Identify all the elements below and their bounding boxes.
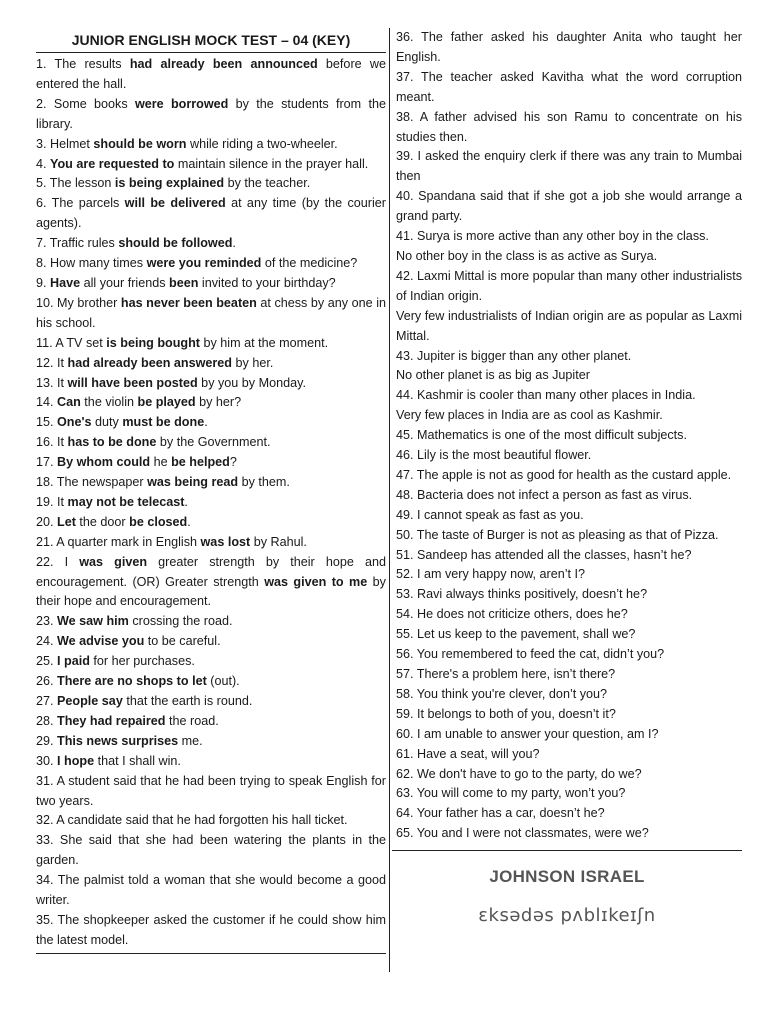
answer-text: 29. (36, 733, 58, 748)
answer-text: 16. It (36, 435, 68, 450)
answer-item: 43. Jupiter is bigger than any other planet. (396, 348, 632, 363)
answer-text: 7. Traffic rules (36, 236, 119, 251)
answer-text: 20. (36, 514, 58, 529)
answer-item (36, 772, 386, 812)
answer-item (36, 911, 386, 951)
answer-text: 31. A student said that he had been trying to speak English for two years. (36, 773, 386, 808)
answer-item (36, 194, 386, 234)
answer-key-phrase: I paid (57, 654, 90, 669)
answer-key-phrase: will have been posted (67, 375, 198, 390)
answer-key-phrase: had already been answered (67, 355, 233, 370)
answer-key-phrase: were borrowed (134, 96, 229, 111)
answer-text: 10. My brother (36, 295, 121, 310)
answer-key-phrase: We advise you (57, 634, 145, 649)
answer-item: 60. I am unable to answer your question, am I? (396, 726, 659, 741)
answer-item (36, 413, 386, 433)
answer-key-phrase: be helped (171, 455, 230, 470)
answer-item (36, 254, 386, 274)
answer-item: 47. The apple is not as good for health as the custard apple. (396, 467, 732, 482)
answer-text: 18. The newspaper (36, 475, 148, 490)
answer-key-phrase: Let (57, 514, 76, 529)
answer-item (36, 692, 386, 712)
answer-item: 58. You think you're clever, don’t you? (396, 686, 608, 701)
answer-text: by their hope and encouragement. (36, 574, 386, 609)
answer-item (36, 354, 386, 374)
answer-item: 57. There's a problem here, isn’t there? (396, 667, 616, 681)
answer-key-phrase: People say (57, 694, 123, 708)
answer-text: for her purchases. (89, 654, 195, 669)
answer-text: 21. A quarter mark in English (36, 534, 201, 549)
answer-item (36, 732, 386, 752)
answer-item: 65. You and I were not classmates, were we? (396, 826, 649, 841)
answer-text: 23. (36, 614, 58, 629)
answer-text: greater strength by their hope and encouragement. (OR) Greater strength (36, 554, 386, 589)
answer-text: before we entered the hall. (36, 57, 386, 91)
answer-item: 42. Laxmi Mittal is more popular than many other industrialists of Indian origin. (396, 268, 742, 303)
answer-item: No other planet is as big as Jupiter (396, 368, 590, 383)
answer-text: by her. (232, 355, 274, 370)
answer-item: 50. The taste of Burger is not as pleasing as that of Pizza. (396, 527, 719, 542)
answer-item: 59. It belongs to both of you, doesn’t it? (396, 706, 616, 721)
answer-item (36, 55, 386, 95)
answer-key-phrase: is being explained (114, 176, 225, 191)
answer-item (36, 95, 386, 135)
answer-item (36, 871, 386, 911)
answer-text: 11. A TV set (36, 335, 107, 350)
answer-item (36, 831, 386, 871)
answer-text: 30. (36, 753, 58, 768)
answer-text: by them. (238, 475, 290, 490)
answer-text: 17. (36, 455, 58, 470)
answer-text: 35. The shopkeeper asked the customer if he could show him the latest model. (36, 912, 386, 947)
answer-text: 34. The palmist told a woman that she would become a good writer. (36, 873, 386, 908)
answer-text: by Rahul. (250, 534, 307, 549)
answer-item: 56. You remembered to feed the cat, didn’t you? (396, 647, 665, 662)
answer-key-phrase: I hope (57, 753, 95, 768)
column-divider (389, 28, 390, 972)
answer-key-phrase: may not be telecast (67, 494, 185, 509)
left-column-end-rule (36, 953, 386, 954)
left-answer-list (36, 55, 386, 951)
answer-text: 9. (36, 275, 51, 290)
answer-item (36, 513, 386, 533)
answer-item: 55. Let us keep to the pavement, shall we? (396, 627, 636, 642)
answer-text: the door (75, 514, 130, 529)
answer-key-phrase: had already been announced (129, 57, 318, 71)
answer-text: by her? (195, 395, 242, 410)
answer-item: Very few industrialists of Indian origin are as popular as Laxmi Mittal. (396, 308, 742, 343)
answer-text: 26. (36, 674, 58, 689)
answer-item: 52. I am very happy now, aren’t I? (396, 567, 586, 582)
answer-item (36, 473, 386, 493)
answer-text: 12. It (36, 355, 68, 370)
answer-key-phrase: was being read (147, 475, 239, 490)
answer-text: 22. I (36, 554, 80, 569)
answer-item: 39. I asked the enquiry clerk if there was any train to Mumbai then (396, 149, 742, 184)
answer-item (36, 234, 386, 254)
answer-item (36, 174, 386, 194)
answer-text: 33. She said that she had been watering the plants in the garden. (36, 833, 386, 868)
right-column-end-rule (392, 850, 742, 851)
answer-item: No other boy in the class is as active as Surya. (396, 248, 658, 263)
answer-item: 51. Sandeep has attended all the classes, hasn’t he? (396, 547, 692, 562)
answer-text: (out). (206, 674, 240, 689)
answer-text: 15. (36, 415, 58, 430)
answer-text: . (204, 415, 208, 430)
answer-text: 14. (36, 395, 58, 410)
answer-item: Very few places in India are as cool as Kashmir. (396, 408, 663, 423)
answer-text: the road. (165, 713, 219, 728)
answer-item: 63. You will come to my party, won’t you? (396, 786, 626, 801)
answer-item (36, 135, 386, 155)
author-tagline: ɛksədəs pʌblɪkeɪʃn (478, 905, 656, 927)
answer-item: 53. Ravi always thinks positively, doesn’t he? (396, 587, 648, 602)
answer-key-phrase: Can (57, 395, 81, 410)
answer-text: . (187, 514, 191, 529)
answer-text: 5. The lesson (36, 176, 115, 191)
answer-item: 38. A father advised his son Ramu to concentrate on his studies then. (396, 109, 742, 144)
answer-item: 48. Bacteria does not infect a person as fast as virus. (396, 487, 693, 502)
answer-item (36, 433, 386, 453)
answer-item (36, 533, 386, 553)
answer-item: 64. Your father has a car, doesn’t he? (396, 806, 605, 821)
answer-key-phrase: We saw him (57, 614, 129, 629)
answer-item (36, 493, 386, 513)
answer-item: 61. Have a seat, will you? (396, 746, 540, 761)
answer-key-phrase: is being bought (106, 335, 200, 350)
answer-text: 1. The results (36, 57, 130, 71)
answer-text: 19. It (36, 494, 68, 509)
answer-item: 45. Mathematics is one of the most difficult subjects. (396, 428, 687, 443)
answer-text: duty (91, 415, 123, 430)
answer-key-phrase: be played (137, 395, 196, 410)
answer-text: at any time (by the courier agents). (36, 196, 386, 231)
answer-item: 36. The father asked his daughter Anita who taught her English. (396, 30, 742, 64)
answer-text: he (150, 455, 172, 470)
answer-item (36, 453, 386, 473)
right-answer-list (392, 28, 742, 844)
answer-item (36, 393, 386, 413)
answer-text: 27. (36, 694, 58, 708)
answer-text: 3. Helmet (36, 136, 94, 151)
answer-text: 24. (36, 634, 58, 649)
answer-item (36, 811, 386, 831)
answer-key-phrase: By whom could (57, 455, 151, 470)
answer-key-phrase: has never been beaten (120, 295, 257, 310)
author-name: JOHNSON ISRAEL (489, 867, 645, 887)
answer-text: crossing the road. (128, 614, 233, 629)
answer-item (36, 553, 386, 613)
answer-key-phrase: has to be done (67, 435, 157, 450)
answer-item (36, 632, 386, 652)
answer-item (36, 294, 386, 334)
answer-text: all your friends (80, 275, 170, 290)
answer-key-phrase: One's (57, 415, 92, 430)
answer-text: 32. A candidate said that he had forgotten his hall ticket. (36, 813, 348, 828)
answer-item (36, 155, 386, 175)
answer-key-phrase: was given (79, 554, 148, 569)
right-column (392, 28, 742, 926)
answer-text: 28. (36, 713, 58, 728)
page-title: JUNIOR ENGLISH MOCK TEST – 04 (KEY) (36, 28, 386, 53)
answer-text: maintain silence in the prayer hall. (174, 156, 369, 171)
answer-item (36, 374, 386, 394)
answer-key-phrase: was lost (200, 534, 251, 549)
answer-text: to be careful. (144, 634, 221, 649)
answer-text: 4. (36, 156, 51, 171)
answer-text: that the earth is round. (122, 694, 253, 708)
answer-text: while riding a two-wheeler. (186, 136, 338, 151)
answer-text: the violin (80, 395, 138, 410)
answer-key-phrase: should be followed (118, 236, 233, 251)
answer-item (36, 712, 386, 732)
answer-key-phrase: should be worn (93, 136, 187, 151)
answer-text: . (184, 494, 188, 509)
left-column (36, 28, 386, 954)
answer-key-phrase: be closed (129, 514, 188, 529)
answer-text: invited to your birthday? (198, 275, 336, 290)
answer-key-phrase: was given to me (264, 574, 368, 589)
answer-item (36, 752, 386, 772)
answer-text: ? (229, 455, 237, 470)
answer-key-phrase: must be done (122, 415, 205, 430)
answer-key-phrase: will be delivered (124, 196, 226, 211)
answer-text: 25. (36, 654, 58, 669)
signature-block (392, 867, 742, 926)
answer-key-phrase: were you reminded (146, 256, 262, 271)
answer-item: 46. Lily is the most beautiful flower. (396, 448, 592, 463)
answer-text: by the teacher. (224, 176, 311, 191)
answer-item (36, 672, 386, 692)
answer-key-phrase: been (169, 275, 199, 290)
answer-item: 49. I cannot speak as fast as you. (396, 507, 584, 522)
answer-item: 41. Surya is more active than any other boy in the class. (396, 229, 709, 244)
answer-text: . (232, 236, 236, 251)
answer-item (36, 334, 386, 354)
answer-key-phrase: There are no shops to let (57, 674, 207, 689)
answer-item: 40. Spandana said that if she got a job she would arrange a grand party. (396, 189, 742, 224)
answer-item: 62. We don't have to go to the party, do we? (396, 766, 642, 781)
answer-text: me. (178, 733, 203, 748)
answer-text: 8. How many times (36, 256, 147, 271)
answer-key-phrase: They had repaired (57, 713, 166, 728)
answer-item: 37. The teacher asked Kavitha what the word corruption meant. (396, 69, 742, 104)
answer-text: at chess by any one in his school. (36, 295, 386, 330)
answer-text: 13. It (36, 375, 68, 390)
answer-item (36, 612, 386, 632)
answer-text: 6. The parcels (36, 196, 125, 211)
answer-text: 2. Some books (36, 96, 135, 111)
answer-text: of the medicine? (261, 256, 358, 271)
answer-item: 44. Kashmir is cooler than many other places in India. (396, 388, 696, 403)
answer-item (36, 652, 386, 672)
answer-key-phrase: You are requested to (50, 156, 175, 171)
answer-text: by him at the moment. (200, 335, 329, 350)
answer-text: that I shall win. (94, 753, 181, 768)
answer-key-phrase: This news surprises (57, 733, 179, 748)
answer-item (36, 274, 386, 294)
answer-item: 54. He does not criticize others, does he? (396, 607, 628, 622)
answer-text: by you by Monday. (197, 375, 306, 390)
answer-text: by the students from the library. (36, 96, 386, 131)
answer-text: by the Government. (156, 435, 271, 450)
answer-key-phrase: Have (50, 275, 81, 290)
